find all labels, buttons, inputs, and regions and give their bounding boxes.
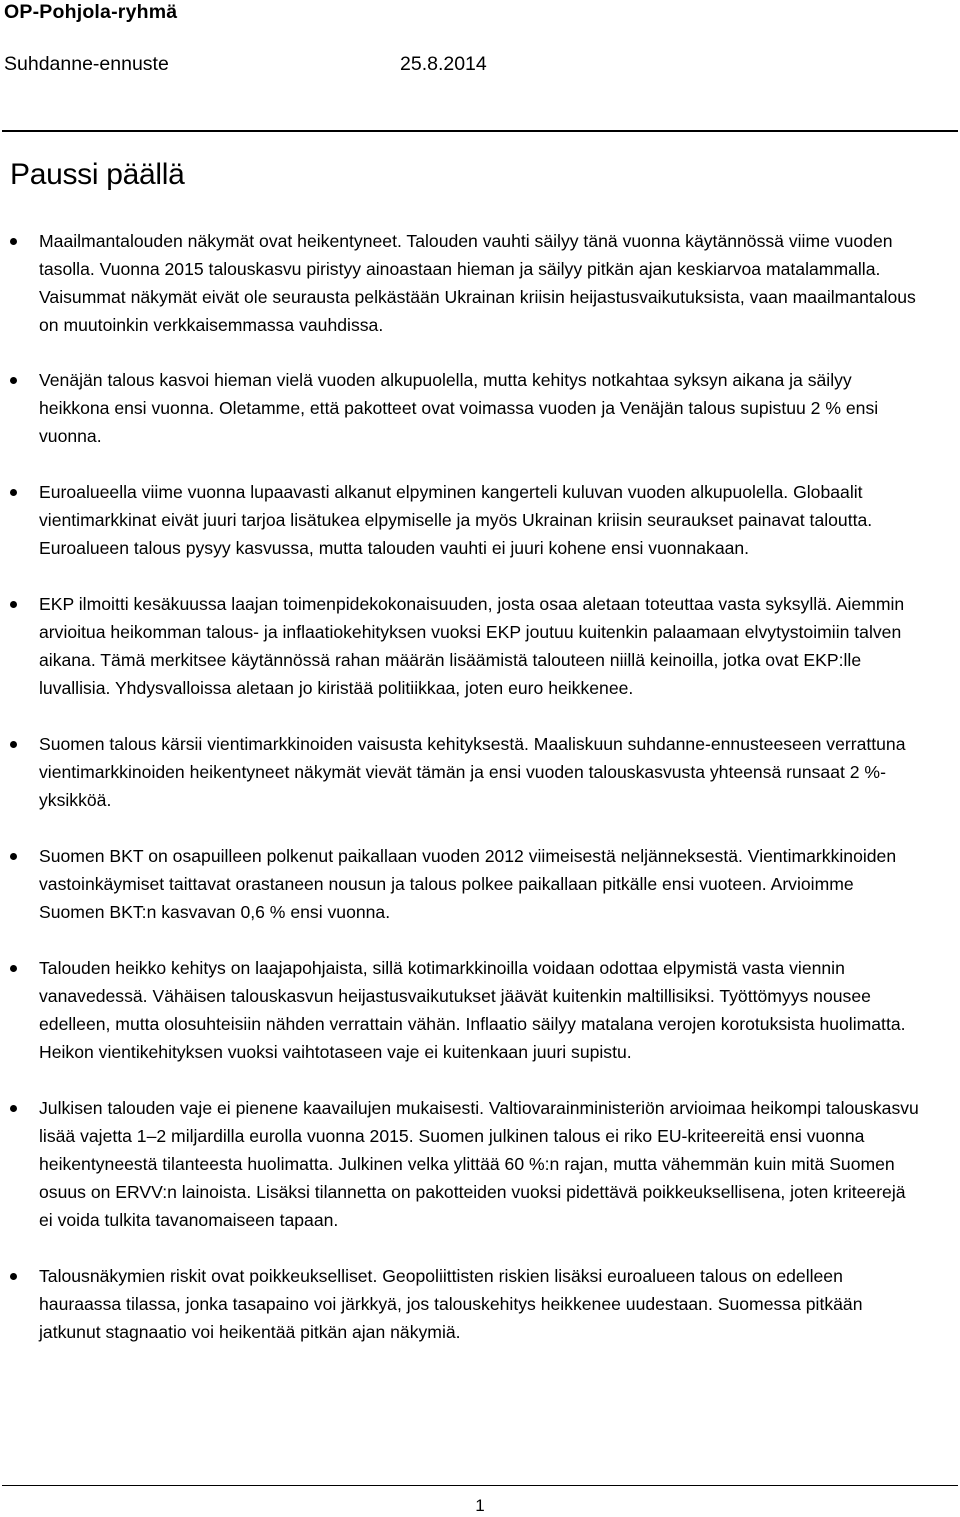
bullet-dot-icon <box>10 853 17 860</box>
organization-name: OP-Pohjola-ryhmä <box>4 1 178 23</box>
bullet-text: Euroalueella viime vuonna lupaavasti alkanut elpyminen kangerteli kuluvan vuoden alkupuolella. Globaalit vientimarkkinat eivät juuri tarjoa lisätukea elpymiselle ja myös Ukrainan kriisin seuraukset painavat taloutta. Euroalueen talous pysyy kasvussa, mutta talouden vauhti ei juuri kohene ensi vuonnakaan. <box>39 482 873 558</box>
bullet-text: Julkisen talouden vaje ei pienene kaavailujen mukaisesti. Valtiovarainministeriön arvioimaa heikompi talouskasvu lisää vajetta 1–2 miljardilla eurolla vuonna 2015. Suomen julkinen talous ei riko EU-kriteereitä ensi vuonna heikentyneestä tilanteesta huolimatta. Julkinen velka ylittää 60 %:n rajan, mutta vähemmän kuin mitä Suomen osuus on ERVV:n lainoista. Lisäksi tilannetta on pakotteiden vuoksi pidettävä poikkeuksellisena, joten kriteerejä ei voida tulkita tavanomaiseen tapaan. <box>39 1098 919 1230</box>
bullet-text: Suomen BKT on osapuilleen polkenut paikallaan vuoden 2012 viimeisestä neljänneksestä. Vientimarkkinoiden vastoinkäymiset taittavat orastaneen nousun ja talous polkee paikallaan pitkälle ensi vuoteen. Arvioimme Suomen BKT:n kasvavan 0,6 % ensi vuonna. <box>39 846 897 922</box>
bullet-text: Talouden heikko kehitys on laajapohjaista, sillä kotimarkkinoilla voidaan odottaa elpymistä vasta viennin vanavedessä. Vähäisen talouskasvun heijastusvaikutukset jäävät kuitenkin maltillisiksi. Työttömyys nousee edelleen, mutta olosuhteisiin nähden verrattain vähän. Inflaatio säilyy matalana verojen korotuksista huolimatta. Heikon vientikehityksen vuoksi vaihtotaseen vaje ei kuitenkaan juuri supistu. <box>39 958 906 1062</box>
bullet-finland-gdp <box>0 842 919 926</box>
bullet-text: EKP ilmoitti kesäkuussa laajan toimenpidekokonaisuuden, josta osaa aletaan toteuttaa vasta syksyllä. Aiemmin arvioitua heikomman talous- ja inflaatiokehityksen vuoksi EKP joutuu kuitenkin palaamaan elvytystoimiin talven aikana. Tämä merkitsee käytännössä rahan määrän lisäämistä talouteen niillä keinoilla, jotka ovat EKP:lle luvallisia. Yhdysvalloissa aletaan jo kiristää politiikkaa, joten euro heikkenee. <box>39 594 905 698</box>
bullet-text: Suomen talous kärsii vientimarkkinoiden vaisusta kehityksestä. Maaliskuun suhdanne-ennusteeseen verrattuna vientimarkkinoiden heikentyneet näkymät vievät tämän ja ensi vuoden talouskasvusta yhteensä runsaat 2 %-yksikköä. <box>39 734 906 810</box>
header-divider <box>2 130 958 132</box>
page-title: Paussi päällä <box>10 158 185 191</box>
bullet-text: Maailmantalouden näkymät ovat heikentyneet. Talouden vauhti säilyy tänä vuonna käytännössä viime vuoden tasolla. Vuonna 2015 talouskasvu piristyy ainoastaan hieman ja säilyy pitkän ajan keskiarvoa matalammalla. Vaisummat näkymät eivät ole seurausta pelkästään Ukrainan kriisin heijastusvaikutuksista, vaan maailmantalous on muutoinkin verkkaisemmassa vauhdissa. <box>39 231 916 335</box>
document-type: Suhdanne-ennuste <box>4 53 169 75</box>
bullet-finland-exports <box>0 730 919 814</box>
footer-divider <box>2 1485 958 1486</box>
bullet-world-economy <box>0 227 919 339</box>
bullet-dot-icon <box>10 601 17 608</box>
bullet-risks <box>0 1262 919 1346</box>
bullet-euro-area <box>0 478 919 562</box>
bullet-dot-icon <box>10 377 17 384</box>
bullet-russia <box>0 366 919 450</box>
bullet-dot-icon <box>10 1273 17 1280</box>
bullet-dot-icon <box>10 741 17 748</box>
bullet-dot-icon <box>10 489 17 496</box>
document-date: 25.8.2014 <box>400 53 487 75</box>
bullet-domestic-economy <box>0 954 919 1066</box>
bullet-ecb <box>0 590 919 702</box>
bullet-text: Venäjän talous kasvoi hieman vielä vuoden alkupuolella, mutta kehitys notkahtaa syksyn aikana ja säilyy heikkona ensi vuonna. Oletamme, että pakotteet ovat voimassa vuoden ja Venäjän talous supistuu 2 % ensi vuonna. <box>39 370 879 446</box>
bullet-dot-icon <box>10 238 17 245</box>
bullet-public-finances <box>0 1094 919 1234</box>
bullet-dot-icon <box>10 1105 17 1112</box>
bullet-text: Talousnäkymien riskit ovat poikkeukselliset. Geopoliittisten riskien lisäksi euroalueen talous on edelleen hauraassa tilassa, jonka tasapaino voi järkkyä, jos talouskehitys heikkenee uudestaan. Suomessa pitkään jatkunut stagnaatio voi heikentää pitkän ajan näkymiä. <box>39 1266 863 1342</box>
page-number: 1 <box>475 1496 485 1515</box>
bullet-dot-icon <box>10 965 17 972</box>
summary-bullet-list <box>0 227 960 1374</box>
